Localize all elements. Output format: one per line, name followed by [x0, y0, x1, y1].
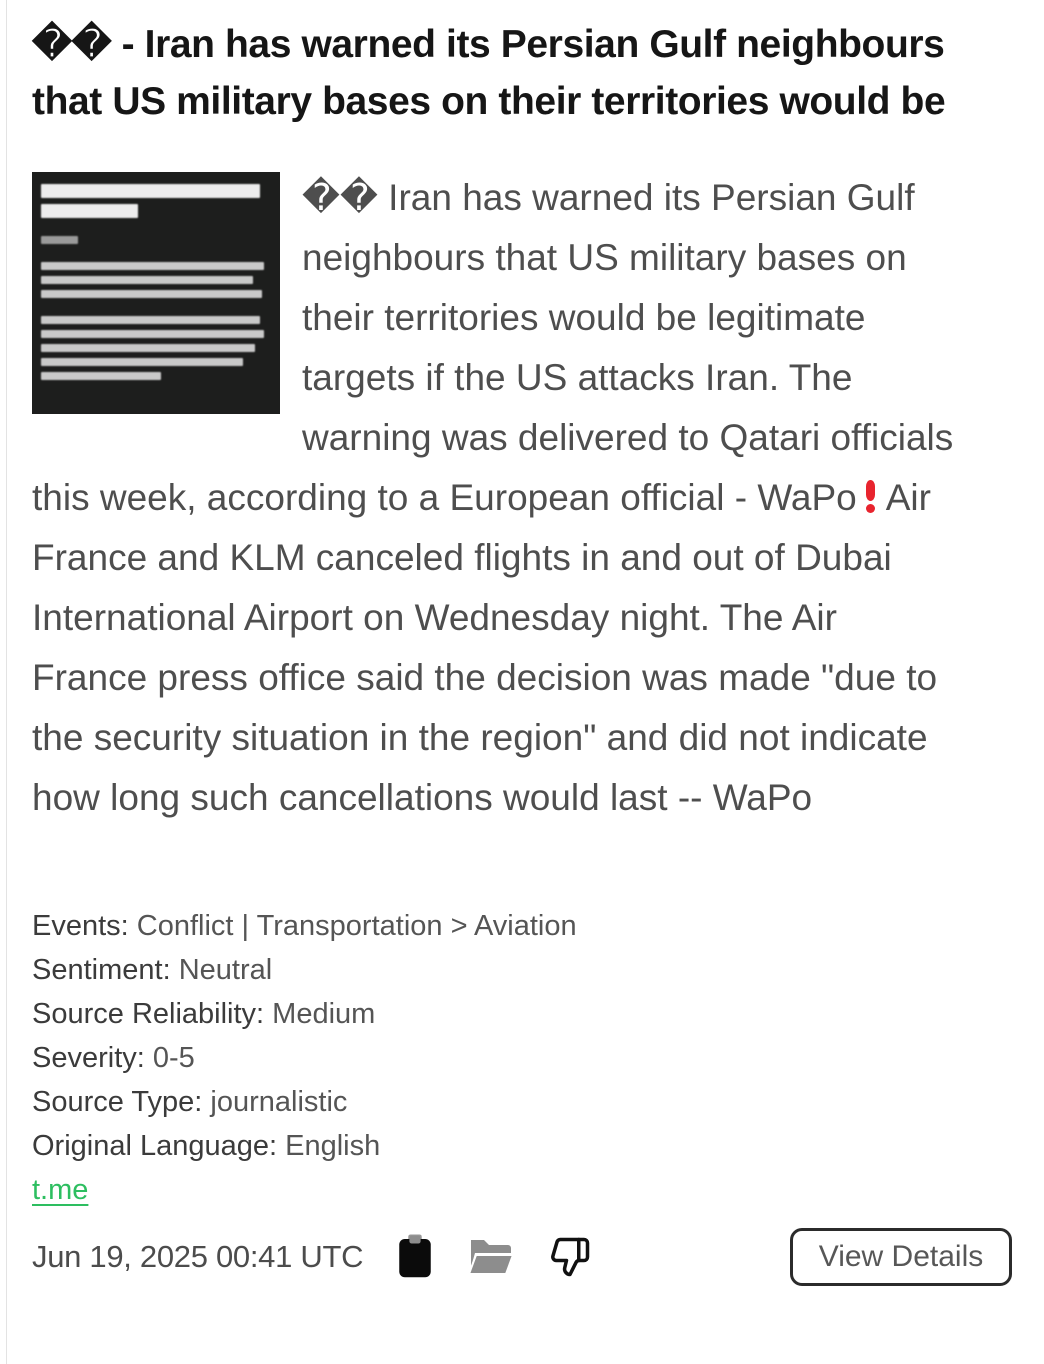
meta-value: Medium	[272, 998, 376, 1030]
meta-row-events	[32, 904, 1012, 948]
meta-label: Original Language:	[32, 1130, 278, 1162]
meta-row-source-reliability	[32, 992, 1012, 1036]
body-text-part1: �� Iran has warned its Persian Gulf neighbours that US military bases on their territories would be legitimate targets if the US attacks Iran. The warning was delivered to Qatari officials this week, according to a European official - WaPo	[32, 177, 954, 518]
clipboard-icon[interactable]	[397, 1234, 433, 1280]
source-link-row	[32, 1168, 1012, 1212]
thumbnail-text-lines	[41, 184, 271, 380]
timestamp: Jun 19, 2025 00:41 UTC	[32, 1239, 364, 1274]
meta-label: Source Type:	[32, 1086, 203, 1118]
card-left-border	[6, 0, 7, 1364]
meta-row-original-language	[32, 1124, 1012, 1168]
red-exclamation-icon	[862, 479, 879, 515]
open-folder-icon[interactable]	[467, 1238, 515, 1276]
meta-label: Source Reliability:	[32, 998, 265, 1030]
view-details-button[interactable]: View Details	[790, 1228, 1012, 1286]
metadata-section	[32, 904, 1012, 1212]
thumbs-down-icon[interactable]	[549, 1236, 591, 1278]
meta-value: Neutral	[178, 954, 273, 986]
meta-label: Severity:	[32, 1042, 145, 1074]
article-thumbnail[interactable]	[32, 172, 280, 414]
meta-value: English	[285, 1130, 381, 1162]
card-footer	[32, 1228, 1012, 1286]
meta-row-sentiment	[32, 948, 1012, 992]
meta-label: Sentiment:	[32, 954, 171, 986]
meta-row-source-type	[32, 1080, 1012, 1124]
footer-icon-row	[397, 1234, 591, 1280]
meta-value: Conflict | Transportation > Aviation	[136, 910, 577, 942]
meta-row-severity	[32, 1036, 1012, 1080]
body-text-part2: Air France and KLM canceled flights in and out of Dubai International Airport on Wednesday night. The Air France press office said the decision was made "due to the security situation in the region" and did not indicate how long such cancellations would last -- WaPo	[32, 477, 938, 818]
meta-label: Events:	[32, 910, 129, 942]
meta-value: journalistic	[210, 1086, 348, 1118]
article-title: �� - Iran has warned its Persian Gulf neighbours that US military bases on their territories would be	[32, 23, 946, 123]
article-body-section	[32, 168, 957, 828]
meta-value: 0-5	[152, 1042, 195, 1074]
source-link[interactable]: t.me	[32, 1174, 89, 1206]
